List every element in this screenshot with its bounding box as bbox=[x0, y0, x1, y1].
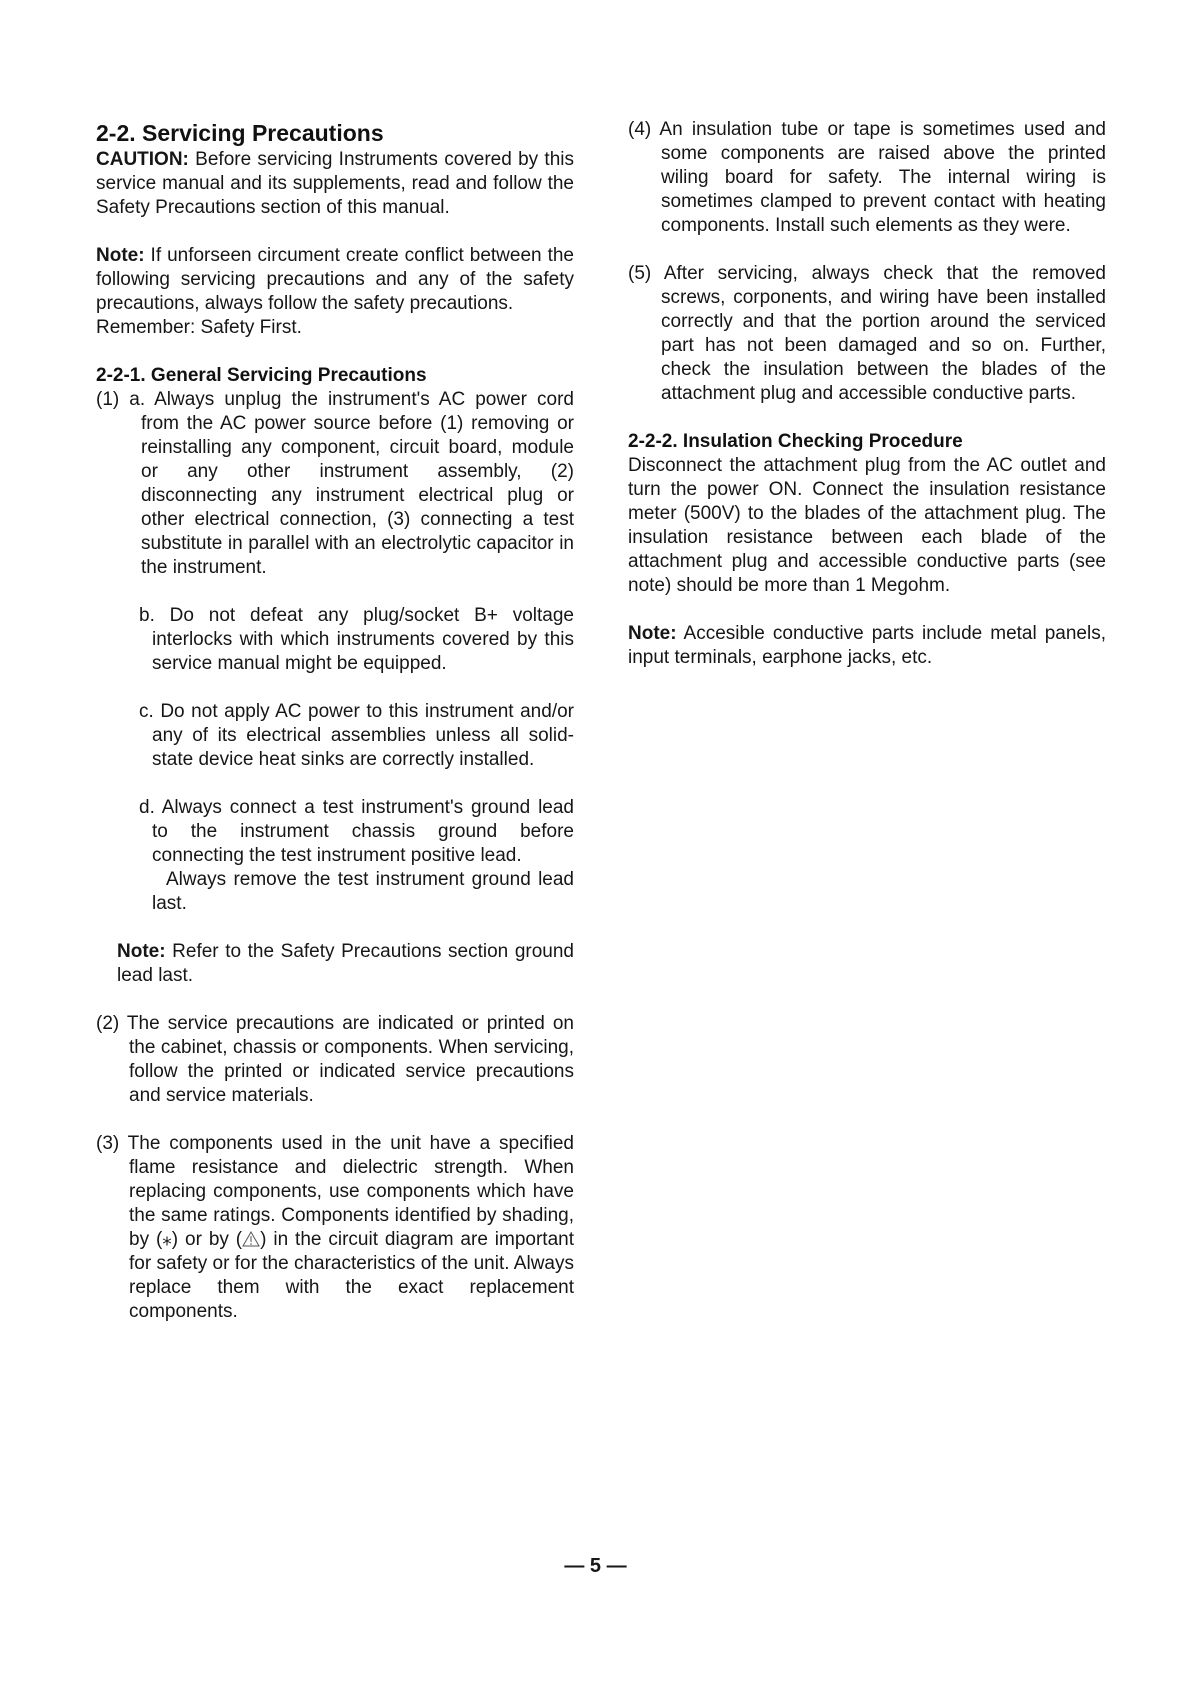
item-2: (2) The service precautions are indicated or printed on the cabinet, chassis or components. When servicing, follow the printed or indicated service precautions and service materials. bbox=[96, 1013, 574, 1106]
right-column bbox=[628, 118, 1106, 670]
remember-line: Remember: Safety First. bbox=[96, 317, 302, 338]
item-5: (5) After servicing, always check that the removed screws, corponents, and wiring have been installed correctly and that the portion around the serviced part has not been damaged and so on. Further, check the insulation between the blades of the attachment plug and accessible conductive parts. bbox=[628, 263, 1106, 404]
left-column bbox=[96, 118, 574, 1324]
item-3-text-b: ) in the circuit diagram are important for safety or for the characteristics of the unit. Always replace them with the exact replacement components. bbox=[129, 1229, 574, 1322]
insulation-heading: 2-2-2. Insulation Checking Procedure bbox=[628, 431, 963, 452]
warning-triangle-icon bbox=[242, 1231, 260, 1247]
item-3-text-a: (3) The components used in the unit have a specified flame resistance and dielectric strength. When replacing components, use components which have the same ratings. Components identified by shading, by (⁎) or by ( bbox=[96, 1133, 574, 1250]
general-note-label: Note: bbox=[117, 941, 166, 962]
item-4: (4) An insulation tube or tape is sometimes used and some components are raised above the printed wiling board for safety. The internal wiring is sometimes clamped to prevent contact with heating components. Install such elements as they were. bbox=[628, 119, 1106, 236]
note-text: If unforseen circument create conflict between the following servicing precautions and any of the safety precautions, always follow the safety precautions. bbox=[96, 245, 574, 314]
section-title: 2-2. Servicing Precautions bbox=[96, 120, 384, 146]
insulation-note bbox=[628, 622, 1106, 670]
insulation-note-label: Note: bbox=[628, 623, 677, 644]
general-note bbox=[96, 940, 574, 988]
item-1d-continued: Always remove the test instrument ground lead last. bbox=[152, 869, 574, 914]
item-1b: b. Do not defeat any plug/socket B+ voltage interlocks with which instruments covered by this service manual might be equipped. bbox=[139, 605, 574, 674]
insulation-note-text: Accesible conductive parts include metal panels, input terminals, earphone jacks, etc. bbox=[628, 623, 1106, 668]
item-3 bbox=[96, 1132, 574, 1324]
item-1d: d. Always connect a test instrument's ground lead to the instrument chassis ground before connecting the test instrument positive lead. bbox=[139, 797, 574, 866]
item-1c: c. Do not apply AC power to this instrument and/or any of its electrical assemblies unless all solid-state device heat sinks are correctly installed. bbox=[139, 701, 574, 770]
item-1a: (1) a. Always unplug the instrument's AC power cord from the AC power source before (1) removing or reinstalling any component, circuit board, module or any other instrument assembly, (2) disconnecting any instrument electrical plug or other electrical connection, (3) connecting a test substitute in parallel with an electrolytic capacitor in the instrument. bbox=[96, 389, 574, 578]
general-heading: 2-2-1. General Servicing Precautions bbox=[96, 365, 427, 386]
caution-paragraph bbox=[96, 148, 574, 220]
caution-label: CAUTION: bbox=[96, 149, 189, 170]
note-label: Note: bbox=[96, 245, 145, 266]
page-number: — 5 — bbox=[564, 1555, 627, 1577]
insulation-text: Disconnect the attachment plug from the AC outlet and turn the power ON. Connect the insulation resistance meter (500V) to the blades of the attachment plug. The insulation resistance between each blade of the attachment plug and accessible conductive parts (see note) should be more than 1 Megohm. bbox=[628, 455, 1106, 596]
general-note-text: Refer to the Safety Precautions section ground lead last. bbox=[117, 941, 574, 986]
caution-text: Before servicing Instruments covered by this service manual and its supplements, read and follow the Safety Precautions section of this manual. bbox=[96, 149, 574, 218]
note-paragraph bbox=[96, 244, 574, 316]
